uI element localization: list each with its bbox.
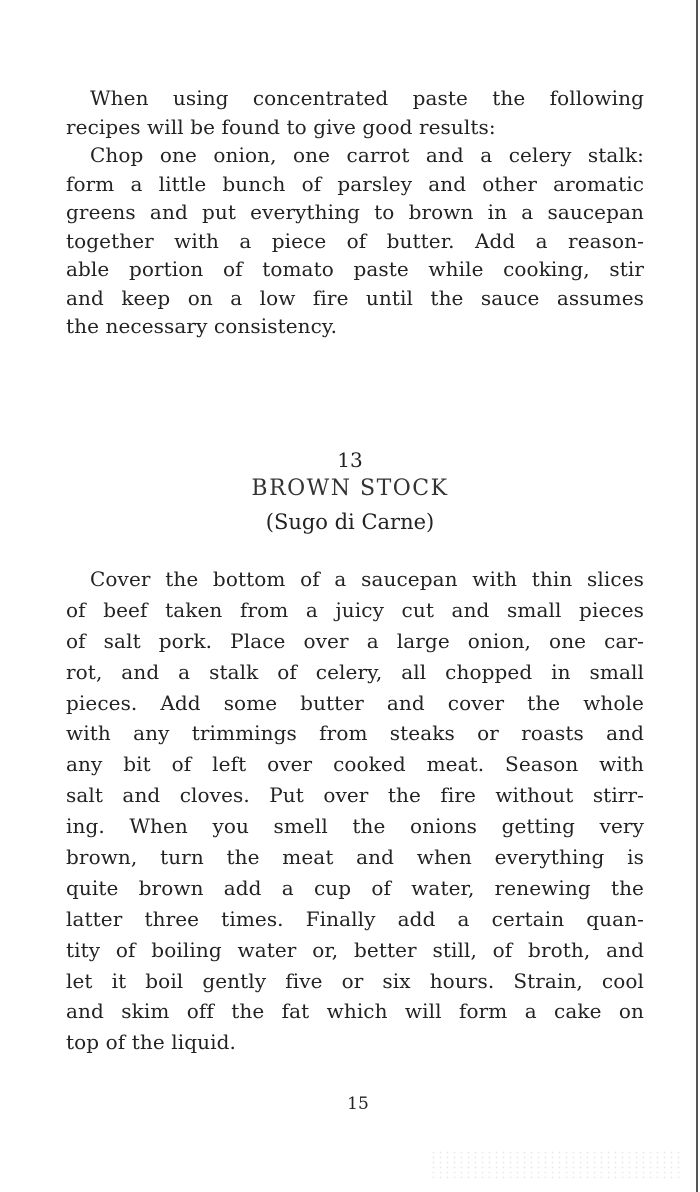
text-line: Cover the bottom of a saucepan with thin slices [90,567,644,591]
text-line: brown, turn the meat and when everything is [66,845,644,870]
text-line: and skim off the fat which will form a cake on [66,999,644,1024]
text-line: and keep on a low fire until the sauce assumes [66,285,644,310]
text-line: of beef taken from a juicy cut and small pieces [66,597,644,622]
text-line: of salt pork. Place over a large onion, one car- [66,628,644,653]
text-line: with any trimmings from steaks or roasts and [66,721,644,746]
recipe-subtitle: (Sugo di Carne) [265,510,435,534]
page-edge-line [696,0,698,1192]
intro-paragraphs [66,84,644,341]
recipe-title: BROWN STOCK [251,476,449,501]
scan-specks [430,1150,680,1180]
text-line: the necessary consistency. [66,314,338,338]
text-line: rot, and a stalk of celery, all chopped in small [66,659,644,684]
text-line: tity of boiling water or, better still, of broth, and [66,937,644,962]
text-line: pieces. Add some butter and cover the whole [66,690,644,715]
text-line: together with a piece of butter. Add a reason- [66,228,644,253]
text-line: salt and cloves. Put over the fire without stirr- [66,783,644,808]
text-line: recipes will be found to give good results: [66,114,496,139]
recipe-body [66,564,644,1058]
recipe-number: 13 [337,448,363,472]
text-line: When using concentrated paste the following [90,86,644,110]
text-line: able portion of tomato paste while cooking, stir [66,257,644,281]
text-line: latter three times. Finally add a certain quan- [66,906,644,931]
text-line: form a little bunch of parsley and other aromatic [66,171,644,196]
text-line: ing. When you smell the onions getting very [66,814,644,839]
text-line: any bit of left over cooked meat. Season with [66,752,644,777]
text-line: top of the liquid. [66,1030,236,1055]
text-line: greens and put everything to brown in a saucepan [66,200,644,224]
text-line: quite brown add a cup of water, renewing the [66,875,644,900]
text-line: let it boil gently five or six hours. Strain, cool [66,968,644,993]
page-number: 15 [347,1094,369,1114]
text-line: Chop one onion, one carrot and a celery stalk: [90,143,644,167]
